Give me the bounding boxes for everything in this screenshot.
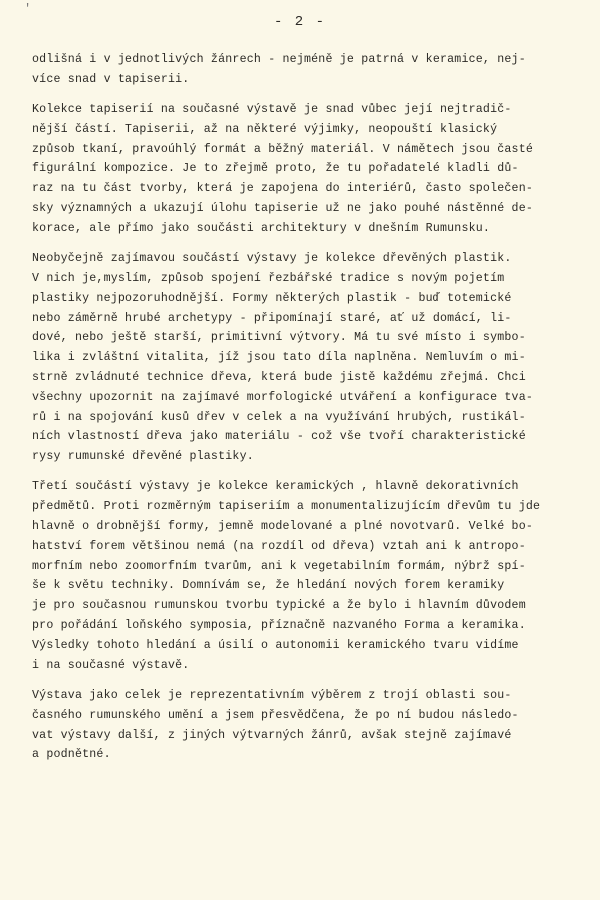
text-line: dové, nebo ještě starší, primitivní výtvory. Má tu své místo i symbo- [32,331,526,345]
text-line: raz na tu část tvorby, která je zapojena do interiérů, často společen- [32,182,534,196]
text-line: rysy rumunské dřevěné plastiky. [32,450,254,464]
corner-mark: ' [24,2,32,16]
text-line: Kolekce tapiserií na současné výstavě je snad vůbec její nejtradič- [32,103,512,117]
text-line: a podnětné. [32,748,111,762]
text-line: figurální kompozice. Je to zřejmě proto, že tu pořadatelé kladli dů- [32,162,519,176]
text-line: nější částí. Tapiserii, až na některé výjimky, neopouští klasický [32,122,498,136]
text-line: více snad v tapiserii. [32,72,190,86]
text-line: i na současné výstavě. [32,658,190,672]
paragraph [32,50,588,90]
text-line: Výstava jako celek je reprezentativním výběrem z trojí oblasti sou- [32,688,512,702]
text-line: vat výstavy další, z jiných výtvarných žánrů, avšak stejně zajímavé [32,728,512,742]
text-line: je pro současnou rumunskou tvorbu typické a že bylo i hlavním důvodem [32,599,526,613]
text-line: hlavně o drobnější formy, jemně modelované a plné novotvarů. Velké bo- [32,520,534,534]
text-line: odlišná i v jednotlivých žánrech - nejméně je patrná v keramice, nej- [32,53,526,66]
text-line: korace, ale přímo jako součásti architektury v dnešním Rumunsku. [32,221,491,235]
page-number: - 2 - [273,14,326,30]
text-line: še k světu techniky. Domnívám se, že hledání nových forem keramiky [32,579,505,593]
text-line: pro pořádání loňského symposia, příznačně nazvaného Forma a keramika. [32,619,526,633]
text-line: Neobyčejně zajímavou součástí výstavy je kolekce dřevěných plastik. [32,252,512,266]
text-line: lika i zvláštní vitalita, jíž jsou tato díla naplněna. Nemluvím o mi- [32,351,526,365]
text-line: V nich je,myslím, způsob spojení řezbářské tradice s novým pojetím [32,271,505,285]
text-line: ních vlastností dřeva jako materiálu - což vše tvoří charakteristické [32,430,526,444]
text-line: předmětů. Proti rozměrným tapiseriím a monumentalizujícím dřevům tu jde [32,500,541,514]
paragraph [32,249,588,467]
text-line: časného rumunského umění a jsem přesvědčena, že po ní budou následo- [32,708,519,722]
text-line: rů i na spojování kusů dřev v celek a na využívání hrubých, rustikál- [32,410,526,424]
text-line: hatství forem většinou nemá (na rozdíl od dřeva) vztah ani k antropo- [32,539,526,553]
body-text [32,50,588,776]
text-line: morfním nebo zoomorfním tvarům, ani k vegetabilním formám, nýbrž spí- [32,559,526,573]
text-line: způsob tkaní, pravoúhlý formát a běžný materiál. V námětech jsou časté [32,142,534,156]
text-line: všechny upozornit na zajímavé morfologické utváření a konfigurace tva- [32,390,534,404]
paragraph [32,477,588,675]
paragraph [32,686,588,765]
text-line: nebo záměrně hrubé archetypy - připomínají staré, ať už domácí, li- [32,311,512,325]
text-line: sky významných a ukazují úlohu tapiserie už ne jako pouhé nástěnné de- [32,202,534,216]
text-line: Výsledky tohoto hledání a úsilí o autonomii keramického tvaru vidíme [32,638,519,652]
text-line: strně zvládnuté technice dřeva, která bude jistě každému zřejmá. Chci [32,370,526,384]
text-line: plastiky nejpozoruhodnější. Formy některých plastik - buď totemické [32,291,512,305]
text-line: Třetí součástí výstavy je kolekce keramických , hlavně dekorativních [32,480,519,494]
paragraph [32,100,588,239]
